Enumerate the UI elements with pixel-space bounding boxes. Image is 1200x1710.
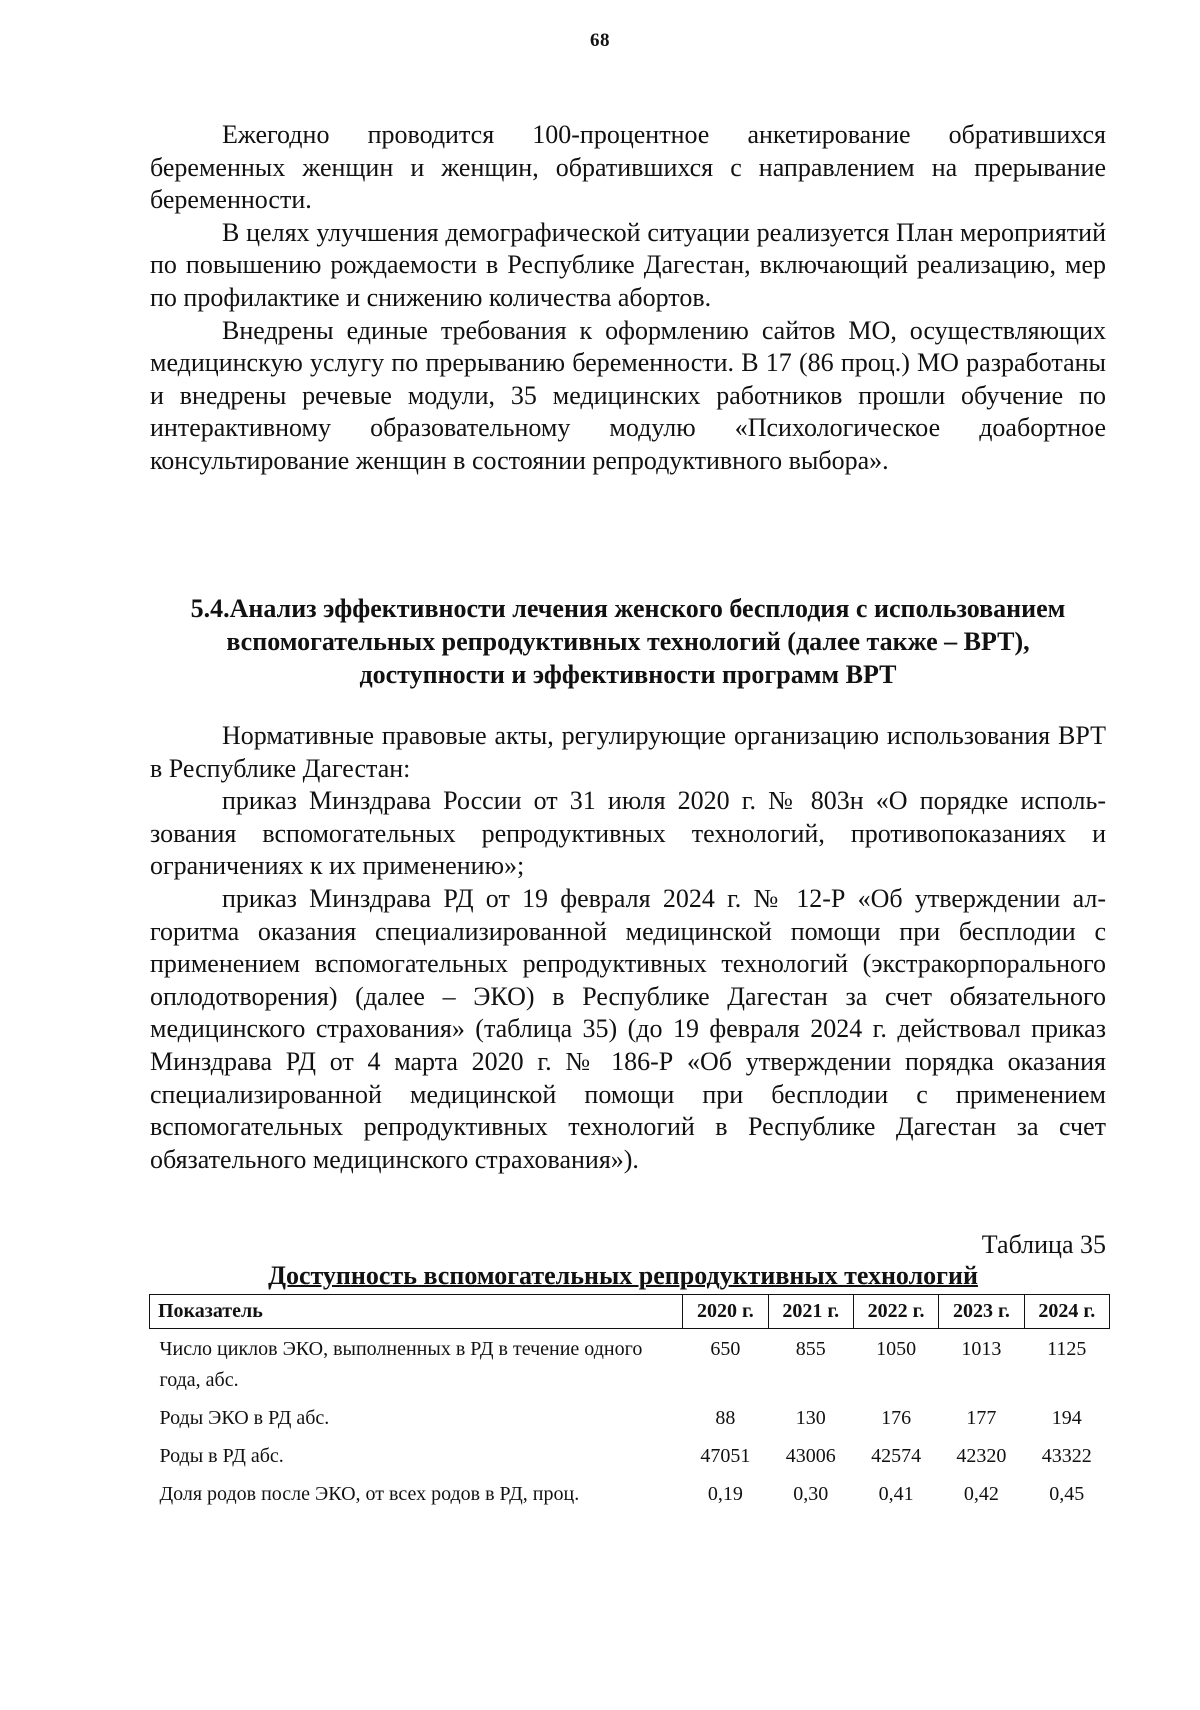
cell-indicator: Число циклов ЭКО, выполненных в РД в течение одного года, абс. [159,1338,643,1391]
section-heading [140,592,1116,691]
cell-value: 0,19 [707,1483,743,1505]
paragraph-website-requirements: Внедрены единые требования к оформлению сайтов МО, осуществляющих медицинскую услугу по прерыванию беременности. В 17 (86 проц.) МО разработаны и внедрены речевые модули, 35 медицинских работников прошли обучение по интерактивному образовательному модулю «Психологическое доабортное консультирование женщин в состоянии репродуктивного выбора». [150,315,1106,475]
table-row [150,1474,1110,1512]
cell-value: 855 [795,1338,826,1360]
cell-value: 43006 [785,1445,836,1467]
header-2024: 2024 г. [1024,1295,1109,1329]
art-availability-table [149,1294,1110,1512]
cell-value: 0,45 [1049,1483,1085,1505]
cell-value: 42574 [871,1445,922,1467]
table-label: Таблица 35 [981,1230,1106,1259]
table-title: Доступность вспомогательных репродуктивных технологий [268,1261,978,1290]
cell-value: 43322 [1041,1445,1092,1467]
cell-value: 42320 [956,1445,1007,1467]
paragraph-order-803n: приказ Минздрава России от 31 июля 2020 г. № 803н «О порядке использования вспомогательных репродуктивных технологий, противопоказаниях и ограничениях к их применению»; [150,786,1106,881]
cell-value: 1125 [1047,1338,1087,1360]
section-heading-line: 5.4.Анализ эффективности лечения женского бесплодия с использованием [190,594,1066,623]
cell-value: 47051 [700,1445,751,1467]
table-row [150,1398,1110,1436]
page-number: 68 [590,30,610,51]
header-2023: 2023 г. [939,1295,1024,1329]
cell-value: 650 [710,1338,741,1360]
paragraph-demography-plan: В целях улучшения демографической ситуации реализуется План мероприятий по повышению рождаемости в Республике Дагестан, включающий реализацию, мер по профилактике и снижению количества абортов. [150,217,1106,312]
header-2022: 2022 г. [853,1295,938,1329]
header-2021: 2021 г. [768,1295,853,1329]
cell-value: 1050 [876,1338,917,1360]
header-2020: 2020 г. [683,1295,768,1329]
table-row [150,1329,1110,1399]
paragraph-survey: Ежегодно проводится 100-процентное анкетирование обратившихся беременных женщин и женщин, обратившихся с направлением на прерывание беременности. [150,120,1106,215]
cell-value: 176 [881,1407,912,1429]
table-row [150,1436,1110,1474]
cell-indicator: Роды в РД абс. [159,1445,284,1467]
table-header-row [150,1295,1110,1329]
header-indicator: Показатель [150,1295,683,1329]
intro-text [150,119,1106,478]
cell-value: 0,42 [963,1483,999,1505]
regulatory-acts-text [150,720,1106,1176]
cell-value: 130 [795,1407,826,1429]
section-heading-line: вспомогательных репродуктивных технологий (далее также – ВРТ), [226,627,1030,656]
paragraph-acts-intro: Нормативные правовые акты, регулирующие организацию использования ВРТ в Республике Дагестан: [150,721,1106,783]
cell-value: 177 [966,1407,997,1429]
cell-indicator: Роды ЭКО в РД абс. [159,1407,330,1429]
cell-value: 1013 [961,1338,1002,1360]
cell-value: 0,30 [793,1483,829,1505]
section-heading-line: доступности и эффективности программ ВРТ [359,660,897,689]
cell-indicator: Доля родов после ЭКО, от всех родов в РД, проц. [159,1483,580,1505]
cell-value: 194 [1051,1407,1082,1429]
paragraph-order-12r: приказ Минздрава РД от 19 февраля 2024 г. № 12-Р «Об утверждении алгоритма оказания специализированной медицинской помощи при бесплодии с применением вспомогательных репродуктивных технологий (экстракорпорального оплодотворения) (далее – ЭКО) в Республике Дагестан за счет обязательного медицинского страхования» (таблица 35) (до 19 февраля 2024 г. действовал приказ Минздрава РД от 4 марта 2020 г. № 186-Р «Об утверждении порядка оказания специализированной медицинской помощи при бесплодии с применением вспомогательных репродуктивных технологий в Республике Дагестан за счет обязательного медицинского страхования»). [150,883,1106,1174]
cell-value: 88 [715,1407,736,1429]
cell-value: 0,41 [878,1483,914,1505]
